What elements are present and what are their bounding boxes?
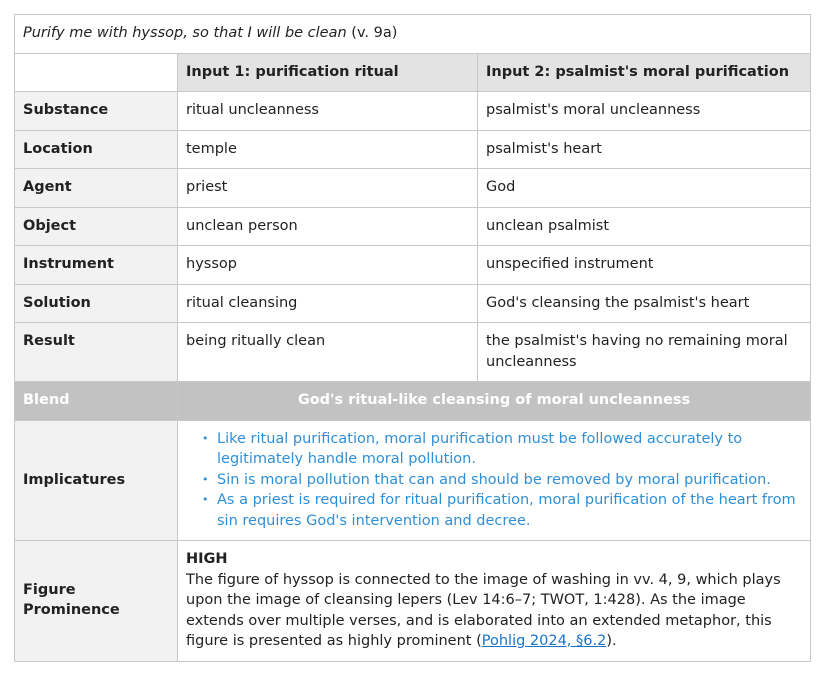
- row-input1: priest: [178, 169, 478, 208]
- implicatures-list: [186, 429, 802, 532]
- figure-analysis-table: [14, 14, 811, 662]
- header-input1: Input 1: purification ritual: [178, 53, 478, 92]
- table-row: [15, 284, 811, 323]
- blend-label: Blend: [15, 382, 178, 421]
- implicatures-cell: [178, 420, 811, 541]
- row-input1: temple: [178, 130, 478, 169]
- row-label: Result: [15, 323, 178, 382]
- row-input1: unclean person: [178, 207, 478, 246]
- reference-cell: [15, 15, 811, 54]
- prominence-text: The figure of hyssop is connected to the image of washing in vv. 4, 9, which plays upon the image of cleansing lepers (Lev 14:6–7; TWOT, 1:428). As the image extends over multiple verses, and is elaborated into an extended metaphor, this figure is presented as highly prominent (: [186, 571, 781, 649]
- prominence-label: Figure Prominence: [15, 541, 178, 662]
- row-input2: God: [478, 169, 811, 208]
- header-row: [15, 53, 811, 92]
- row-input2: psalmist's moral uncleanness: [478, 92, 811, 131]
- row-label: Location: [15, 130, 178, 169]
- blend-value: God's ritual-like cleansing of moral uncleanness: [178, 382, 811, 421]
- implicatures-label: Implicatures: [15, 420, 178, 541]
- table-row: [15, 246, 811, 285]
- table-row: [15, 323, 811, 382]
- row-input2: unclean psalmist: [478, 207, 811, 246]
- citation-link[interactable]: Pohlig 2024, §6.2: [481, 633, 607, 649]
- prominence-row: [15, 541, 811, 662]
- row-label: Substance: [15, 92, 178, 131]
- row-input2: the psalmist's having no remaining moral uncleanness: [478, 323, 811, 382]
- row-label: Solution: [15, 284, 178, 323]
- header-empty-cell: [15, 53, 178, 92]
- reference-quote: Purify me with hyssop, so that I will be clean: [23, 25, 347, 41]
- table-row: [15, 130, 811, 169]
- header-input2: Input 2: psalmist's moral purification: [478, 53, 811, 92]
- table-row: [15, 92, 811, 131]
- row-input1: hyssop: [178, 246, 478, 285]
- row-input2: unspecified instrument: [478, 246, 811, 285]
- table-row: [15, 207, 811, 246]
- row-label: Agent: [15, 169, 178, 208]
- row-input1: ritual uncleanness: [178, 92, 478, 131]
- row-input1: being ritually clean: [178, 323, 478, 382]
- row-input2: God's cleansing the psalmist's heart: [478, 284, 811, 323]
- blend-row: [15, 382, 811, 421]
- prominence-level: HIGH: [186, 551, 228, 567]
- implicature-item: • Like ritual purification, moral purification must be followed accurately to legitimately handle moral pollution.: [217, 429, 802, 470]
- implicature-item: • As a priest is required for ritual purification, moral purification of the heart from sin requires God's intervention and decree.: [217, 490, 802, 531]
- implicature-item: • Sin is moral pollution that can and should be removed by moral purification.: [217, 470, 802, 491]
- prominence-cell: [178, 541, 811, 662]
- implicatures-row: [15, 420, 811, 541]
- prominence-text-end: ).: [606, 633, 617, 649]
- table-row: [15, 169, 811, 208]
- row-input1: ritual cleansing: [178, 284, 478, 323]
- reference-row: [15, 15, 811, 54]
- row-input2: psalmist's heart: [478, 130, 811, 169]
- reference-verse: (v. 9a): [351, 25, 398, 41]
- row-label: Object: [15, 207, 178, 246]
- row-label: Instrument: [15, 246, 178, 285]
